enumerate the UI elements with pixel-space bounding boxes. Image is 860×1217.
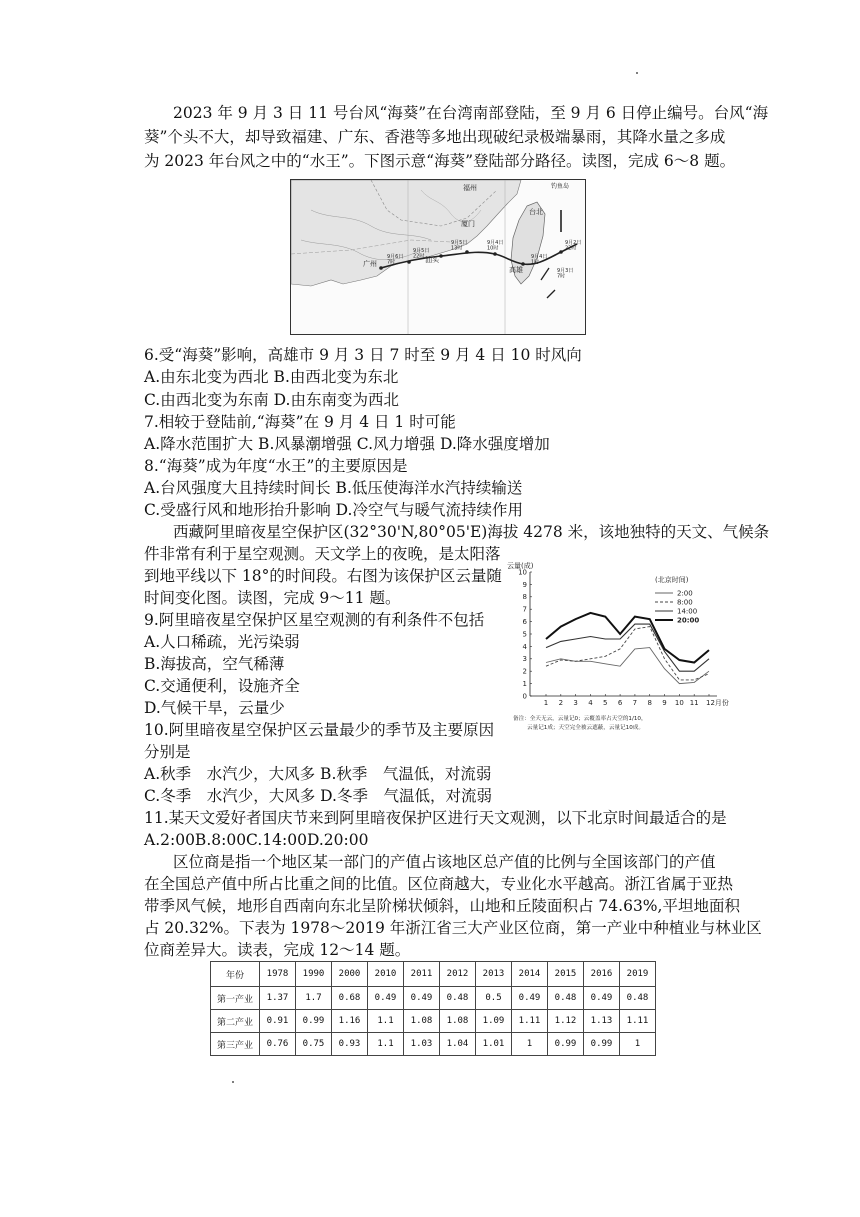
row-label-cell: 第一产业 (211, 987, 260, 1010)
y-tick-label: 9 (522, 580, 527, 589)
passage3-line2: 在全国总产值中所占比重之间的比值。区位商越大，专业化水平越高。浙江省属于亚热 (144, 875, 734, 893)
x-tick-label: 4 (588, 699, 593, 707)
table-cell: 1 (512, 1033, 548, 1056)
q9-option-a: A.人口稀疏，光污染弱 (144, 633, 300, 651)
track-point (407, 260, 411, 264)
map-svg (291, 180, 585, 334)
series-line-200 (546, 648, 709, 684)
table-cell: 2012 (440, 962, 476, 987)
y-tick-label: 10 (518, 568, 527, 577)
table-cell: 1.16 (332, 1010, 368, 1033)
passage2-line1: 西藏阿里暗夜星空保护区(32°30'N,80°05'E)海拔 4278 米，该地独特的天文、气候条 (173, 523, 770, 541)
x-tick-label: 11 (689, 699, 699, 707)
q6-options-ab: A.由东北变为西北 B.由西北变为东北 (144, 368, 399, 386)
table-cell: 1.1 (368, 1033, 404, 1056)
table-cell: 0.48 (620, 987, 656, 1010)
table-row (211, 987, 656, 1010)
table-cell: 1.09 (476, 1010, 512, 1033)
y-tick-label: 4 (522, 642, 527, 651)
legend-label: 8:00 (677, 598, 693, 607)
table-cell: 0.99 (296, 1010, 332, 1033)
x-tick-label: 2 (558, 699, 564, 707)
legend-title: (北京时间) (655, 576, 689, 584)
time-label: 9月2日 22时 (565, 240, 582, 252)
q8-stem: 8.“海葵”成为年度“水王”的主要原因是 (144, 457, 408, 475)
y-tick-label: 2 (522, 667, 527, 676)
x-tick-label: 3 (573, 699, 578, 707)
q10-stem-2: 分别是 (144, 743, 191, 761)
table-cell: 2016 (584, 962, 620, 987)
y-tick-label: 5 (522, 630, 527, 639)
legend-label: 14:00 (677, 607, 698, 616)
q9-option-d: D.气候干旱，云量少 (144, 699, 285, 717)
passage2-line2: 件非常有利于星空观测。天文学上的夜晚，是太阳落 (144, 545, 501, 563)
table-cell: 0.48 (548, 987, 584, 1010)
table-cell: 0.49 (368, 987, 404, 1010)
legend (655, 575, 699, 625)
table-header-row (211, 962, 656, 987)
table-cell: 2011 (404, 962, 440, 987)
legend-label: 2:00 (677, 589, 693, 598)
time-label: 9月5日 22时 (413, 248, 430, 260)
table-cell: 0.49 (512, 987, 548, 1010)
q7-stem: 7.相较于登陆前,“海葵”在 9 月 4 日 1 时可能 (144, 413, 456, 431)
q10-options-ab: A.秋季 水汽少，大风多 B.秋季 气温低，对流弱 (144, 765, 492, 783)
time-label: 9月6日 7时 (387, 254, 404, 266)
typhoon-track-map (290, 179, 586, 335)
cloud-amount-chart (505, 556, 733, 738)
table-cell: 0.76 (260, 1033, 296, 1056)
chart-note-2: 云量记1成；天空完全被云遮蔽，云量记10成。 (527, 725, 644, 731)
y-tick-label: 7 (522, 605, 527, 614)
data-table (210, 961, 656, 1056)
q10-options-cd: C.冬季 水汽少，大风多 D.冬季 气温低，对流弱 (144, 787, 492, 805)
passage3-line3: 带季风气候，地形自西南向东北呈阶梯状倾斜，山地和丘陵面积占 74.63%,平坦地面积 (144, 897, 740, 915)
time-label: 9月4日 1时 (531, 254, 548, 266)
track-point (439, 254, 443, 258)
passage1-line3: 为 2023 年台风之中的“水王”。下图示意“海葵”登陆部分路径。读图，完成 6～8 题。 (144, 152, 736, 170)
table-cell: 1.37 (260, 987, 296, 1010)
y-tick-label: 6 (522, 618, 527, 626)
speck (636, 72, 638, 74)
table-cell: 0.5 (476, 987, 512, 1010)
place-label: 高雄 (509, 266, 523, 274)
row-label-cell: 第三产业 (211, 1033, 260, 1056)
x-tick-label: 6 (617, 699, 623, 707)
q6-options-cd: C.由西北变为东南 D.由东南变为西北 (144, 391, 399, 409)
table-cell: 0.49 (404, 987, 440, 1010)
table-cell: 1990 (296, 962, 332, 987)
wind-mark (547, 290, 555, 298)
y-tick-label: 1 (522, 680, 527, 688)
x-tick-label: 1 (543, 699, 549, 707)
table-cell: 0.99 (548, 1033, 584, 1056)
passage3-line1: 区位商是指一个地区某一部门的产值占该地区总产值的比例与全国该部门的产值 (173, 853, 716, 871)
q9-option-c: C.交通便利，设施齐全 (144, 677, 300, 695)
x-tick-label: 12月份 (706, 699, 729, 707)
table-cell: 2013 (476, 962, 512, 987)
speck (232, 1081, 234, 1083)
table-cell: 2000 (332, 962, 368, 987)
table-cell: 0.91 (260, 1010, 296, 1033)
wind-mark (541, 268, 549, 280)
table-cell: 2019 (620, 962, 656, 987)
series-line-1400 (546, 624, 709, 671)
table-cell: 0.48 (440, 987, 476, 1010)
passage2-line3: 到地平线以下 18°的时间段。右图为该保护区云量随 (144, 567, 502, 585)
chart-note-1: 备注：全天无云，云量记0；云覆盖率占天空的1/10， (513, 716, 647, 722)
q9-option-b: B.海拔高，空气稀薄 (144, 655, 285, 673)
table-cell: 1.08 (404, 1010, 440, 1033)
time-label: 9月3日 7时 (557, 268, 574, 280)
mainland-shape (291, 180, 521, 286)
q8-options-ab: A.台风强度大且持续时间长 B.低压使海洋水汽持续输送 (144, 479, 523, 497)
track-point (493, 252, 497, 256)
passage3-line5: 位商差异大。读表，完成 12～14 题。 (144, 941, 411, 959)
table-cell: 1.11 (512, 1010, 548, 1033)
time-label: 9月5日 13时 (451, 240, 468, 252)
row-label-cell: 第二产业 (211, 1010, 260, 1033)
table-cell: 1.08 (440, 1010, 476, 1033)
y-tick-label: 0 (522, 692, 527, 701)
place-label: 汕头 (425, 256, 439, 264)
table-cell: 0.68 (332, 987, 368, 1010)
location-quotient-table (210, 961, 656, 1061)
table-cell: 0.99 (584, 1033, 620, 1056)
q7-options: A.降水范围扩大 B.风暴潮增强 C.风力增强 D.降水强度增加 (144, 435, 550, 453)
x-tick-label: 9 (662, 699, 667, 707)
axes (518, 568, 729, 707)
place-label: 台北 (529, 208, 543, 216)
x-tick-label: 5 (603, 699, 608, 707)
table-cell: 1.13 (584, 1010, 620, 1033)
passage1-line1: 2023 年 9 月 3 日 11 号台风“海葵”在台湾南部登陆，至 9 月 6 日停止编号。台风“海 (173, 104, 769, 122)
table-cell: 0.49 (584, 987, 620, 1010)
table-cell: 1 (620, 1033, 656, 1056)
y-axis-label: 云量(成) (507, 562, 534, 570)
passage1-line2: 葵”个头不大，却导致福建、广东、香港等多地出现破纪录极端暴雨，其降水量之多成 (144, 128, 726, 146)
passage2-line4: 时间变化图。读图，完成 9～11 题。 (144, 589, 401, 607)
place-label: 广州 (363, 260, 377, 268)
table-cell: 1.7 (296, 987, 332, 1010)
table-cell: 1.11 (620, 1010, 656, 1033)
table-cell: 1978 (260, 962, 296, 987)
y-tick-label: 8 (522, 593, 527, 602)
table-cell: 1.04 (440, 1033, 476, 1056)
x-tick-label: 7 (632, 699, 638, 707)
chart-svg (505, 556, 733, 738)
q11-stem: 11.某天文爱好者国庆节来到阿里暗夜保护区进行天文观测，以下北京时间最适合的是 (144, 809, 727, 827)
x-tick-label: 10 (674, 699, 684, 707)
row-label-cell: 年份 (211, 962, 260, 987)
table-cell: 1.01 (476, 1033, 512, 1056)
track-point (379, 266, 383, 270)
y-tick-label: 3 (522, 655, 527, 664)
table-cell: 1.12 (548, 1010, 584, 1033)
table-row (211, 1010, 656, 1033)
time-label: 9月4日 10时 (487, 240, 504, 252)
legend-label: 20:00 (677, 616, 700, 625)
table-cell: 1.1 (368, 1010, 404, 1033)
table-cell: 0.93 (332, 1033, 368, 1056)
q10-stem-1: 10.阿里暗夜星空保护区云量最少的季节及主要原因 (144, 721, 495, 739)
q6-stem: 6.受“海葵”影响，高雄市 9 月 3 日 7 时至 9 月 4 日 10 时风向 (144, 346, 582, 364)
table-row (211, 1033, 656, 1056)
track-point (465, 250, 469, 254)
q9-stem: 9.阿里暗夜星空保护区星空观测的有利条件不包括 (144, 611, 485, 629)
table-cell: 2014 (512, 962, 548, 987)
place-label: 福州 (463, 184, 477, 192)
table-cell: 2015 (548, 962, 584, 987)
q11-options: A.2:00B.8:00C.14:00D.20:00 (144, 831, 369, 849)
table-cell: 1.03 (404, 1033, 440, 1056)
place-label: 厦门 (461, 220, 475, 228)
q8-options-cd: C.受盛行风和地形抬升影响 D.冷空气与暖气流持续作用 (144, 501, 523, 519)
x-tick-label: 8 (647, 699, 652, 707)
track-point (559, 250, 563, 254)
series-line-800 (546, 627, 709, 680)
table-cell: 2010 (368, 962, 404, 987)
place-label: 钓鱼岛 (551, 183, 570, 190)
table-cell: 0.75 (296, 1033, 332, 1056)
passage3-line4: 占 20.32%。下表为 1978～2019 年浙江省三大产业区位商，第一产业中种植业与林业区 (144, 919, 762, 937)
